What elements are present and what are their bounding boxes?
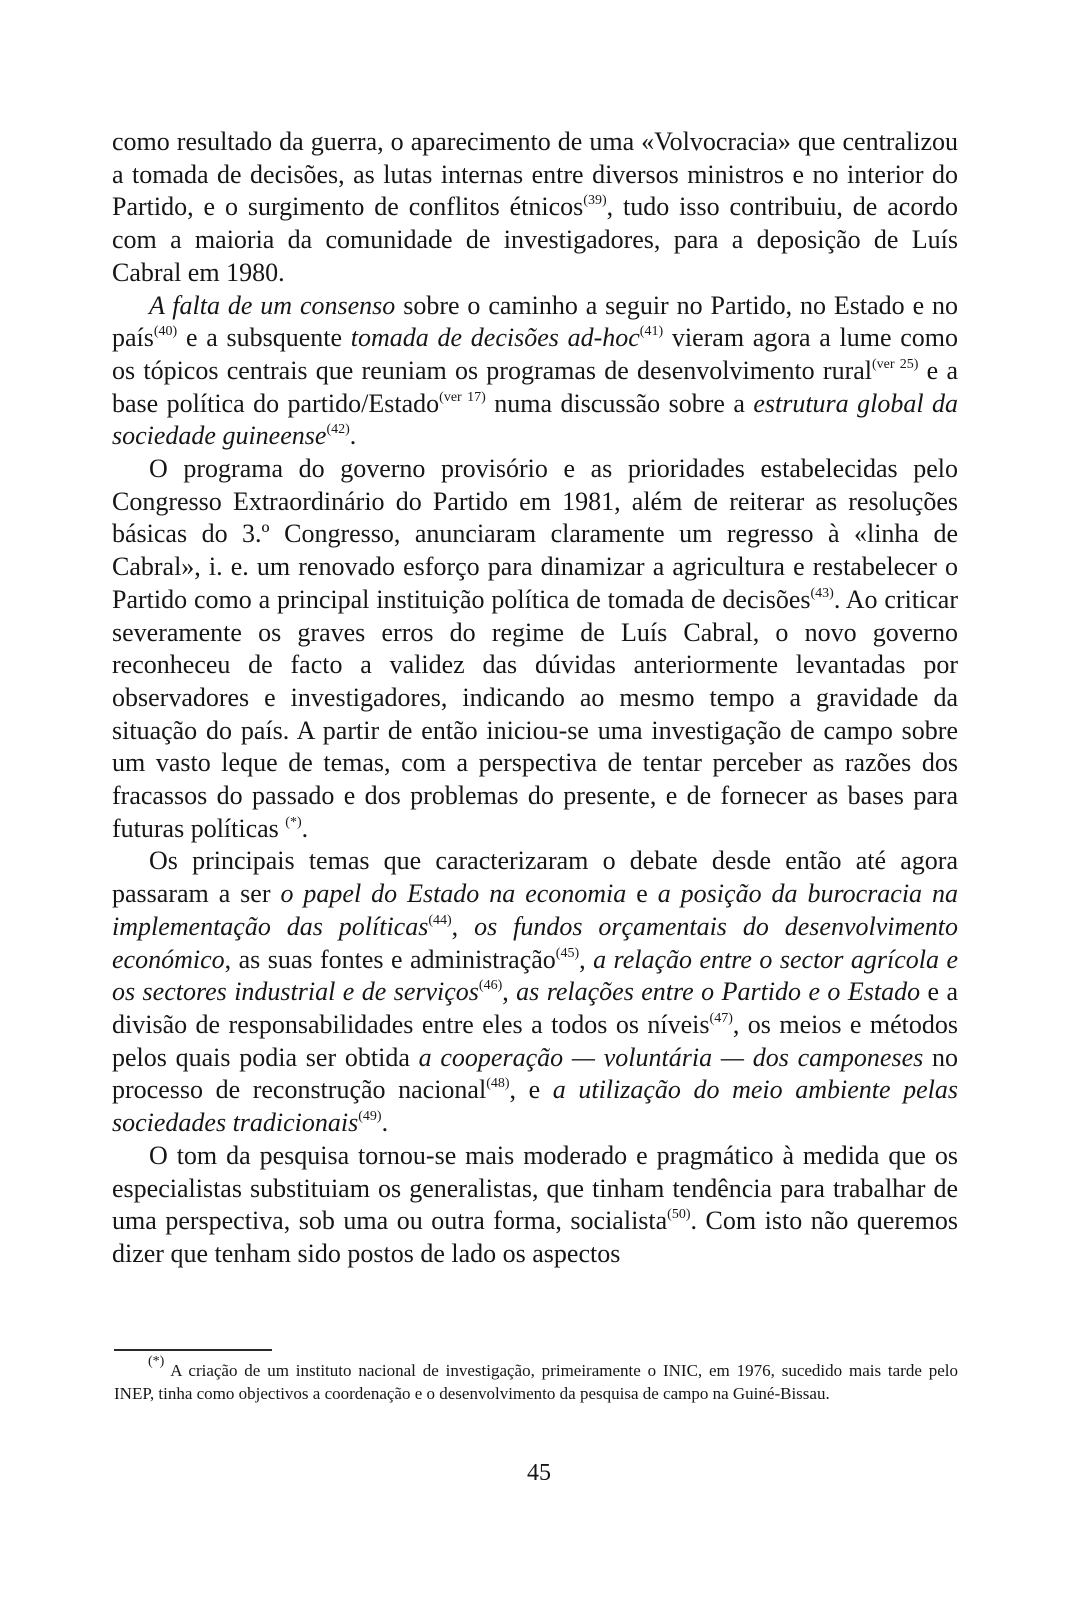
footnote-reference: (49) — [358, 1108, 382, 1124]
paragraph — [112, 126, 958, 290]
text-run: . — [301, 813, 309, 843]
text-run: , — [451, 911, 475, 941]
footnote-marker: (*) — [148, 1353, 165, 1369]
footnote-reference: (44) — [428, 912, 452, 928]
italic-text: a relação entre o sector agrícola e os sectores industrial e de serviços — [112, 944, 958, 1007]
text-run: . Ao criticar severamente os graves erros do regime de Luís Cabral, o novo governo reconheceu de facto a validez das dúvidas anteriormente levantadas por observadores e investigadores, indicando ao mesmo tempo a gravidade da situação do país. A partir de então iniciou-se uma investigação de campo sobre um vasto leque de temas, com a perspectiva de tentar perceber as razões dos fracassos do passado e dos problemas do presente, e de fornecer as bases para futuras políticas — [112, 584, 959, 843]
italic-text: a cooperação — voluntária — dos camponeses — [418, 1042, 924, 1072]
footnote-reference: (ver 25) — [872, 356, 919, 372]
footnote-reference: (40) — [153, 324, 178, 340]
text-run: vieram agora a lume como os tópicos centrais que reuniam os programas de desenvolvimento rural — [112, 323, 958, 385]
italic-text: A falta de um consenso — [149, 290, 396, 320]
text-run: , as suas fontes e administração — [224, 944, 556, 974]
text-run: e a divisão de responsabilidades entre eles a todos os níveis — [112, 977, 959, 1039]
text-run: numa discussão sobre a — [485, 388, 754, 418]
paragraph — [112, 453, 958, 845]
footnote-reference: (39) — [583, 193, 607, 209]
italic-text: a utilização do meio ambiente pelas sociedades tradicionais — [112, 1075, 958, 1138]
text-run: , os meios e métodos pelos quais podia ser obtida — [112, 1009, 958, 1072]
text-run: . — [349, 421, 357, 451]
text-run: , — [579, 944, 594, 974]
footnote-reference: (45) — [555, 945, 580, 961]
footnote-separator — [114, 1349, 272, 1351]
page-number: 45 — [527, 1460, 551, 1486]
text-run: e a subsquente — [177, 323, 351, 353]
text-run: , — [502, 977, 517, 1007]
text-run: O tom da pesquisa tornou-se mais moderado e pragmático à medida que os especialistas substituiam os generalistas, que tinham tendência para trabalhar de uma perspectiva, sob uma ou outra forma, socialista — [112, 1140, 958, 1236]
footnote-reference: (50) — [667, 1207, 691, 1223]
footnote-reference: (48) — [486, 1076, 510, 1092]
italic-text: estrutura global da sociedade guineense — [112, 388, 959, 451]
footnote-reference: (43) — [810, 585, 834, 601]
footnote-reference: (46) — [478, 978, 503, 994]
body-text — [112, 126, 958, 1271]
text-run: como resultado da guerra, o aparecimento de uma «Volvocracia» que centralizou a tomada de decisões, as lutas internas entre diversos ministros e no interior do Partido, e o surgimento de conflitos étnicos — [112, 127, 958, 222]
italic-text: os fundos orçamentais do desenvolvimento económico — [112, 911, 959, 974]
text-run: O programa do governo provisório e as prioridades estabelecidas pelo Congresso Extraordinário do Partido em 1981, além de reiterar as resoluções básicas do 3.º Congresso, anunciaram claramente um regresso à «linha de Cabral», i. e. um renovado esforço para dinamizar a agricultura e restabelecer o Partido como a principal instituição política de tomada de decisões — [112, 454, 958, 614]
footnote-text: A criação de um instituto nacional de investigação, primeiramente o INIC, em 1976, sucedido mais tarde pelo INEP, tinha como objectivos a coordenação e o desenvolvimento da pesquisa de campo na Guiné-Bissau. — [114, 1361, 958, 1403]
paragraph — [112, 845, 958, 1139]
italic-text: tomada de decisões ad-hoc — [350, 323, 640, 353]
footnote-reference: (42) — [326, 422, 350, 438]
paragraph — [112, 290, 958, 454]
text-run: e a base política do partido/Estado — [112, 355, 958, 418]
footnote-reference: (*) — [285, 814, 302, 830]
footnote — [114, 1353, 958, 1405]
italic-text: o papel do Estado na economia — [280, 879, 627, 909]
text-run: . — [381, 1108, 389, 1138]
footnote-reference: (41) — [639, 324, 664, 340]
text-run: Os principais temas que caracterizaram o debate desde então até agora passaram a ser — [112, 846, 958, 909]
italic-text: a posição da burocracia na implementação das políticas — [112, 879, 958, 941]
text-run: e — [626, 879, 658, 909]
footnote-reference: (47) — [709, 1010, 733, 1026]
text-run: sobre o caminho a seguir no Partido, no Estado e no país — [112, 290, 958, 353]
text-run: , tudo isso contribuiu, de acordo com a maioria da comunidade de investigadores, para a deposição de Luís Cabral em 1980. — [112, 192, 958, 287]
text-run: , e — [509, 1075, 553, 1105]
italic-text: as relações entre o Partido e o Estado — [516, 977, 921, 1007]
text-run: . Com isto não queremos dizer que tenham sido postos de lado os aspectos — [112, 1206, 958, 1268]
paragraph — [112, 1140, 958, 1271]
footnote-reference: (ver 17) — [439, 389, 486, 405]
text-run: no processo de reconstrução nacional — [112, 1042, 958, 1105]
